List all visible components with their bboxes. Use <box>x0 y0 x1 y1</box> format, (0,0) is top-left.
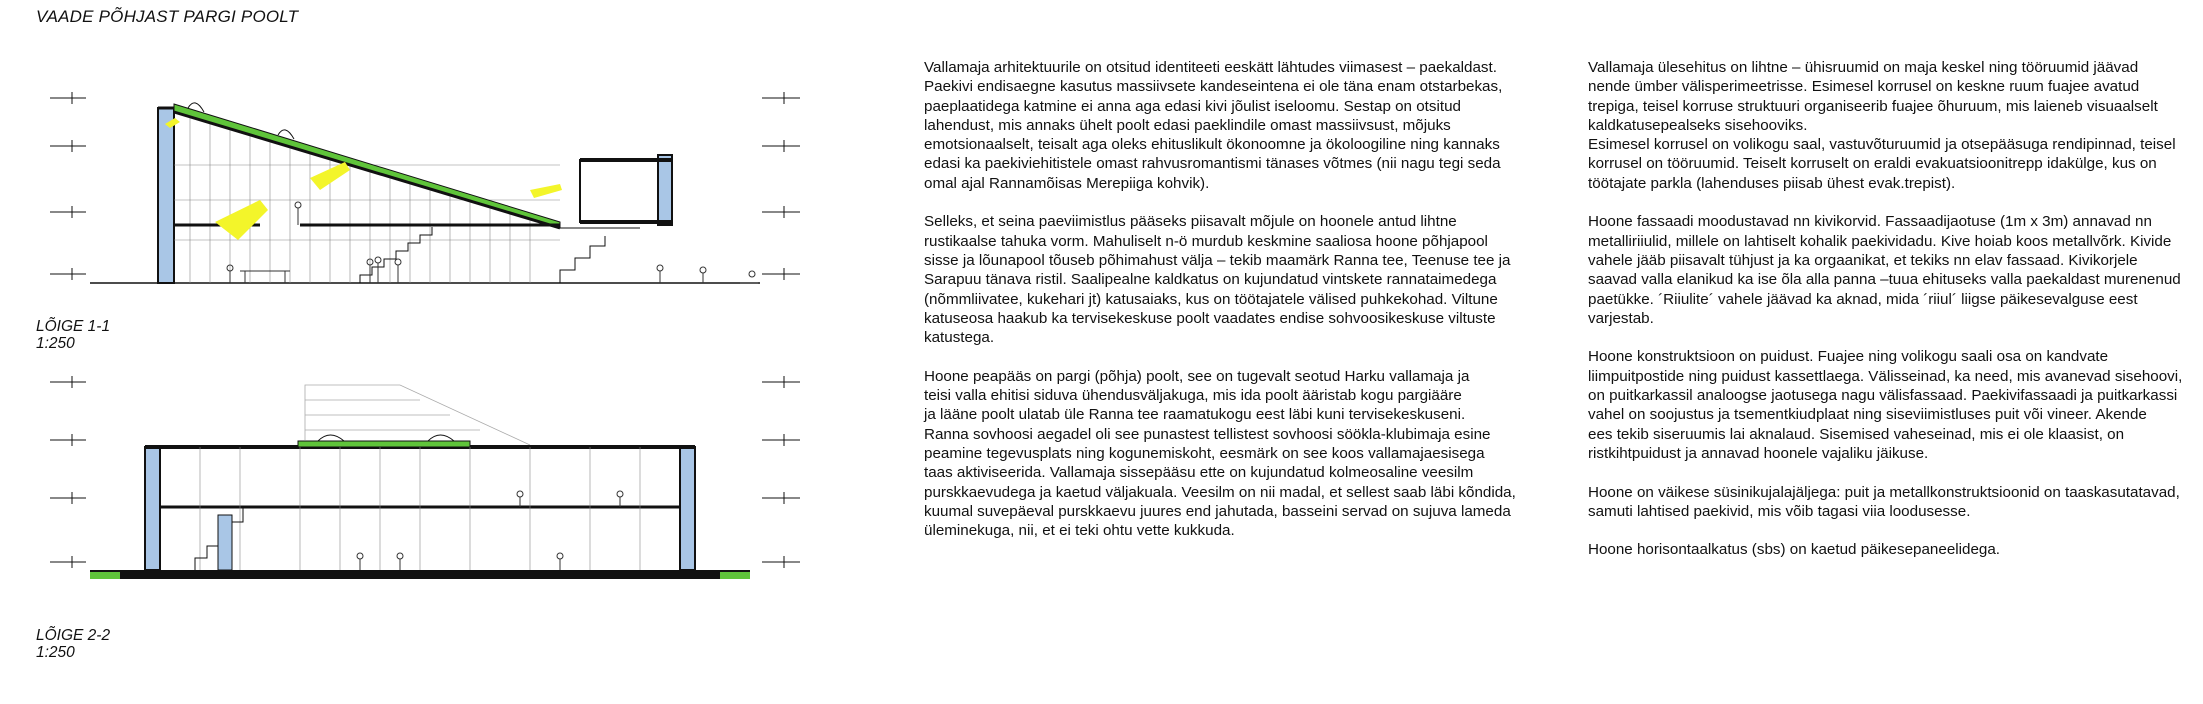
paragraph: Hoone peapääs on pargi (põhja) poolt, see on tugevalt seotud Harku vallamaja ja teisi valla ehitisi siduva ühendusväljakuga, mis ida poolt ääristab kogu pargiääre ja lääne poolt ulatab üle Ranna tee raamatukogu eest läbi kuni tervisekeskuseni. Ranna sovhoosi aegadel oli see punastest tellistest sovhoosi söökla-klubimaja esine peamine tegevusplats ning kogunemiskoht, eesmärk on see koos vallamajaesisega taas aktiviseerida. Vallamaja sissepääsu ette on kujundatud kolmeosaline veesilm purskkaevudega ja kaetud väljakuala. Veesilm on nii madal, et sellest saab läbi kõndida, kuumal suvepäeval purskkaevu juures end jahutada, basseini servad on sujuva lameda üleminekuga, nii, et ei teki ohtu vette kukkuda. <box>924 367 1516 540</box>
paragraph: Hoone on väikese süsinikujalajäljega: puit ja metallkonstruktsioonid on taaskasutatavad, samuti lahtised paekivid, mis võib tagasi viia loodusesse. <box>1588 483 2180 520</box>
level-markers-left-1 <box>50 92 86 280</box>
paragraph: Hoone horisontaalkatus (sbs) on kaetud päikesepaneelidega. <box>1588 541 2001 559</box>
section-2-2-label <box>36 627 110 661</box>
level-markers-right-2 <box>762 376 800 568</box>
paragraph: Hoone fassaadi moodustavad nn kivikorvid. Fassaadijaotuse (1m x 3m) annavad nn metalliriiulid, millele on lahtiselt kohalik paekividadu. Kive hoiab koos metallvõrk. Kivide vahele jääb piisavalt tühjust ja ka orgaanikat, et tekiks nn elav fassaad. Kivikorjele saavad valla elanikud ka ise õla alla panna –tuua ehituseks valla paekaldast murenenud paetükke. ´Riiulite´ vahele jäävad ka aknad, mida ´riiul´ liigse päikesevalguse eest varjestab. <box>1588 213 2181 327</box>
text-column-left <box>924 58 1544 560</box>
section-1-1-scale: 1:250 <box>36 335 75 352</box>
paragraph: Selleks, et seina paeviimistlus pääseks piisavalt mõjule on hoonele antud lihtne rustikaalse tahuka vorm. Mahuliselt n-ö murdub keskmine saaliosa hoone põhjapool sisse ja lõunapool tõuseb põhimahust välja – tekib maamärk Ranna tee, Teenuse tee ja Sarapuu tänava ristil. Saalipealne kaldkatus on kujundatud vintskete rannataimedega (nõmmliivatee, kukehari jt) katusaiaks, kus on töötajatele välised puhkekohad. Viltune katuseosa haakub ka tervisekeskuse poolt vaadates endise sohvoosikeskuse viltuste katustega. <box>924 213 1511 347</box>
section-drawings <box>0 0 880 704</box>
text-column-right <box>1588 58 2188 579</box>
section-1-1-title: LÕIGE 1-1 <box>36 318 111 335</box>
section-2-2-scale: 1:250 <box>36 644 75 661</box>
drawing-header: VAADE PÕHJAST PARGI POOLT <box>36 7 299 26</box>
section-2-2-title: LÕIGE 2-2 <box>36 627 111 644</box>
section-1-1-label <box>36 318 110 352</box>
level-markers-right-1 <box>762 92 800 280</box>
level-markers-left-2 <box>50 376 86 568</box>
paragraph: Vallamaja ülesehitus on lihtne – ühisruumid on maja keskel ning tööruumid jäävad nende ümber välisperimeetrisse. Esimesel korrusel on keskne ruum fuajee avatud trepiga, teisel korruse struktuuri organiseerib fuajee õhuruum, mis laieneb visuaalselt kaldkatusepealseks sisehooviks. Esimesel korrusel on volikogu saal, vastuvõturuumid ja otsepääsuga rendipinnad, teisel korrusel on tööruumid. Teiselt korruselt on eraldi evakuatsioonitrepp idakülge, kus on töötajate parkla (lahenduses piisab ühest evak.trepist). <box>1588 59 2176 192</box>
paragraph: Hoone konstruktsioon on puidust. Fuajee ning volikogu saali osa on kandvate liimpuitpostide ning puidust kassettlaega. Välisseinad, ka need, mis avanevad sisehoovi, on puitkarkassil analoogse jaotusega nagu välisfassaad. Paekivifassaadi ja puitkarkassi vahel on soojustus ja tsementkiudplaat ning siseviimistluses puit või vineer. Akende ees tekib siseruumis lai aknalaud. Sisemised vaheseinad, mis ei ole klaasist, on ristkihtpuidust ja annavad hoonele vajaliku jäikuse. <box>1588 348 2183 462</box>
section-2-2-drawing <box>50 376 800 579</box>
section-1-1-drawing <box>50 92 800 283</box>
paragraph: Vallamaja arhitektuurile on otsitud identiteeti eeskätt lähtudes viimasest – paekaldast. Paekivi endisaegne kasutus massiivsete kandeseintena ei ole täna enam otstarbekas, paeplaatidega katmine ei anna aga edasi kivi jõulist iseloomu. Sestap on otsitud lahendust, mis annaks ühelt poolt edasi paeklindile omast massiivsust, mõjuks emotsionaalselt, teisalt aga oleks ehituslikult ökonoomne ja ökoloogiline ning kannaks edasi ka paekiviehitistele omast rahvusromantismi tänases võtmes (nii nagu tegi seda omal ajal Rannamõisas Merepiiga kohvik). <box>924 59 1503 192</box>
